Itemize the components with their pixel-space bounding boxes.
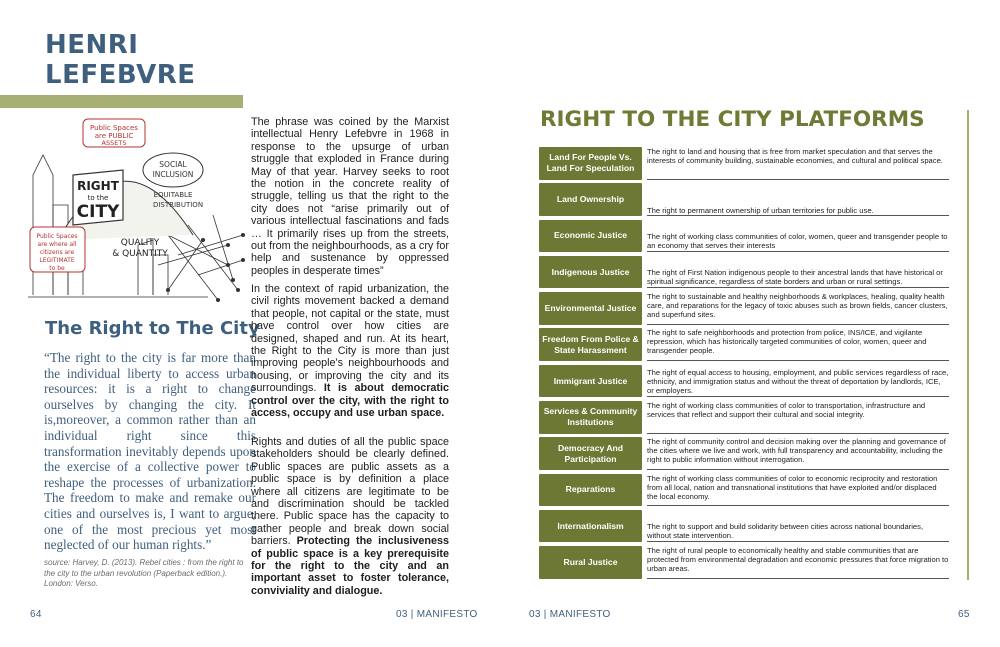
platform-description: The right of working class communities of color to transportation, infrastructure and services that reflect and support their cultural and social integrity.: [647, 401, 949, 434]
svg-text:Public Spaces: Public Spaces: [90, 124, 138, 132]
svg-text:RIGHT: RIGHT: [77, 179, 119, 193]
platform-label: Services & Community Institutions: [539, 401, 642, 434]
platform-label: Land For People Vs. Land For Speculation: [539, 147, 642, 180]
rights-paragraph-text: Rights and duties of all the public space stakeholders should be clearly defined. Public spaces are public assets as a public space is by definition a place where all citizens are legitimate to be and discrimination should be tackled there. Public space has the capacity to gather people and break down social barriers.: [251, 436, 449, 548]
svg-text:are where all: are where all: [37, 241, 77, 248]
platform-row: [539, 183, 949, 216]
platform-row: [539, 365, 949, 398]
platform-label: Freedom From Police & State Harassment: [539, 328, 642, 361]
platform-row: [539, 510, 949, 543]
platform-row: [539, 474, 949, 507]
platform-description-text: The right of working class communities of color, women, queer and transgender people to an economy that serves their interests: [647, 232, 948, 251]
platform-label: Economic Justice: [539, 220, 642, 253]
intro-paragraph-text: The phrase was coined by the Marxist intellectual Henry Lefebvre in 1968 in response to the upsurge of urban struggle that exploded in France during May of that year. Harvey seeks to root the notion in the concrete reality of struggle, telling us that the right to the city does not “arise primarily out of various intellectual fascinations and fads … It primarily rises up from the streets, out from the neighbourhoods, as a cry for help and sustenance by oppressed peoples in desperate times”: [251, 116, 449, 277]
platform-description: [647, 510, 949, 543]
svg-text:SOCIAL: SOCIAL: [159, 160, 187, 169]
source-citation: source: Harvey, D. (2013). Rebel cities : from the right to the city to the urban revolution (Paperback edition.). London: Verso.: [44, 558, 244, 588]
platform-label: Internationalism: [539, 510, 642, 543]
platform-description: [647, 365, 949, 398]
right-page-number: 65: [958, 609, 970, 620]
svg-text:CITY: CITY: [76, 202, 120, 222]
platform-description: [647, 220, 949, 253]
platform-description-text: The right of First Nation indigenous people to their ancestral lands that have historical or spiritual significance, regardless of state borders and urban or rural settings.: [647, 268, 943, 287]
left-page-number: 64: [30, 609, 42, 620]
svg-text:QUALITY: QUALITY: [120, 238, 160, 248]
harvey-quote: “The right to the city is far more than the individual liberty to access urban resources: it is a right to change ourselves by changing the city. It is,moreover, a common rather than an individual right since this transformation inevitably depends upon the exercise of a collective power to reshape the processes of urbanization. The freedom to make and remake our cities and ourselves is, I want to argue, one of the most precious yet most neglected of our human rights.”: [44, 350, 256, 553]
platform-description: The right to safe neighborhoods and protection from police, INS/ICE, and vigilante repression, which has historically targeted communities of color, women, queer and transgender people.: [647, 328, 949, 361]
author-first-name: HENRI: [45, 30, 139, 60]
svg-text:Public Spaces: Public Spaces: [36, 233, 78, 240]
rights-paragraph: [251, 436, 449, 597]
platform-label: Land Ownership: [539, 183, 642, 216]
intro-paragraph: [251, 116, 449, 277]
svg-text:citizens are: citizens are: [39, 249, 75, 256]
svg-text:ASSETS: ASSETS: [101, 139, 127, 147]
author-last-name: LEFEBVRE: [45, 60, 196, 90]
platform-row: [539, 256, 949, 289]
platform-description-text: The right to permanent ownership of urban territories for public use.: [647, 205, 874, 215]
platforms-title: RIGHT TO THE CITY PLATFORMS: [540, 107, 925, 132]
platform-row: [539, 292, 949, 325]
platforms-list: [539, 147, 949, 583]
right-accent-line: [967, 110, 969, 580]
right-to-city-illustration: [28, 115, 250, 310]
section-title: The Right to The City: [45, 318, 260, 339]
svg-text:DISTRIBUTION: DISTRIBUTION: [152, 201, 204, 209]
context-paragraph-text: In the context of rapid urbanization, the civil rights movement backed a demand that people, not capital or the state, must have control over how cities are designed, shaped and run. At its heart, the Right to the City is more than just improving people's neighbourhoods and housing, or improving the city and its surroundings.: [251, 283, 449, 395]
svg-text:EQUITABLE: EQUITABLE: [153, 191, 193, 199]
platform-description: The right of rural people to economically healthy and stable communities that are protected from environmental degradation and economic pressures that force migration to urban areas.: [647, 546, 949, 579]
context-paragraph-bold: It is about democratic control over the city, with the right to access, occupy and use urban space.: [251, 382, 450, 420]
platform-description: The right of community control and decision making over the planning and governance of the cities where we live and work, with full transparency and accountability, including the right to public information without interrogation.: [647, 437, 949, 470]
platform-label: Immigrant Justice: [539, 365, 642, 398]
platform-row: [539, 546, 949, 579]
platform-label: Reparations: [539, 474, 642, 507]
svg-text:are PUBLIC: are PUBLIC: [94, 132, 134, 140]
platform-description: [647, 183, 949, 216]
platform-label: Democracy And Participation: [539, 437, 642, 470]
svg-text:INCLUSION: INCLUSION: [152, 170, 194, 179]
right-footer-label: 03 | MANIFESTO: [529, 609, 611, 620]
svg-text:& QUANTITY: & QUANTITY: [112, 249, 168, 259]
platform-label: Indigenous Justice: [539, 256, 642, 289]
svg-text:to the: to the: [87, 194, 109, 202]
platform-description-text: The right to support and build solidarity between cities across national boundaries, without state intervention.: [647, 522, 924, 541]
platform-row: [539, 147, 949, 180]
left-footer-label: 03 | MANIFESTO: [396, 609, 478, 620]
platform-row: [539, 401, 949, 434]
svg-text:LEGITIMATE: LEGITIMATE: [39, 257, 75, 264]
platform-description-text: The right of equal access to housing, employment, and public services regardless of race, ethnicity, and immigration status and without the threat of deportation by landlords, ICE, or employers.: [647, 368, 949, 396]
platform-description: The right of working class communities of color to economic reciprocity and restoration from all local, nation and transnational institutions that have exploited and/or displaced the local economy.: [647, 474, 949, 507]
platform-description: [647, 256, 949, 289]
platform-description: The right to sustainable and healthy neighborhoods & workplaces, healing, quality health care, and reparations for the legacy of toxic abuses such as brown fields, cancer clusters, and superfund sites.: [647, 292, 949, 325]
platform-row: [539, 328, 949, 361]
platform-description: The right to land and housing that is free from market speculation and that serves the interests of community building, sustainable economies, and cultural and political space.: [647, 147, 949, 180]
platform-label: Rural Justice: [539, 546, 642, 579]
platform-row: [539, 220, 949, 253]
platform-label: Environmental Justice: [539, 292, 642, 325]
rights-paragraph-bold: Protecting the inclusiveness of public space is a key prerequisite for the right to the city and an important asset to foster tolerance, conviviality and dialogue.: [251, 535, 450, 597]
svg-text:to be: to be: [49, 265, 65, 272]
accent-bar: [0, 95, 243, 108]
author-name: [45, 30, 265, 90]
context-paragraph: [251, 283, 449, 419]
platform-row: [539, 437, 949, 470]
